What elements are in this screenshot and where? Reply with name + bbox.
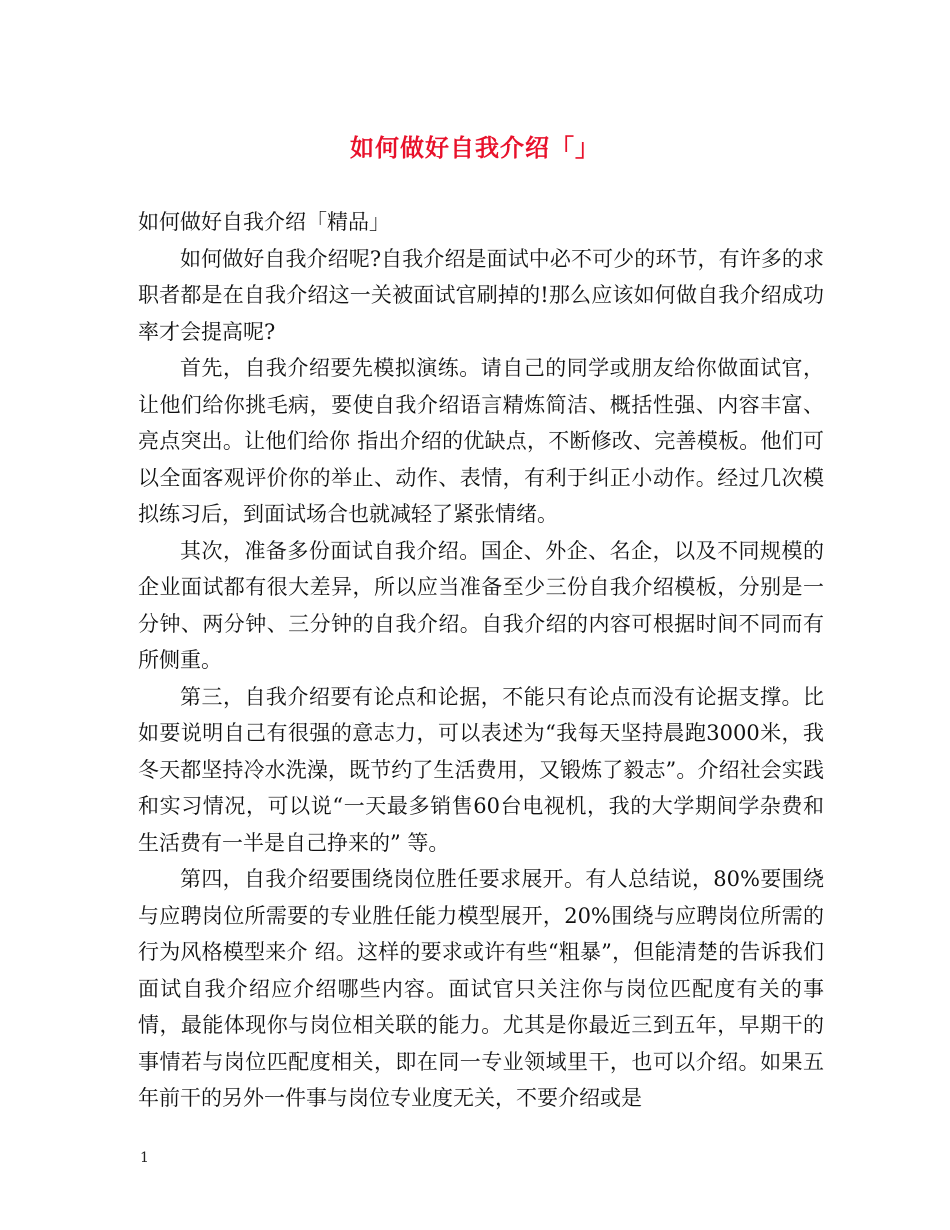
paragraph-second-point: 其次，准备多份面试自我介绍。国企、外企、名企，以及不同规模的企业面试都有很大差异，所以应当准备至少三份自我介绍模板，分别是一分钟、两分钟、三分钟的自我介绍。自我介绍的内容可根据时间不同而有所侧重。	[138, 538, 824, 672]
document-body	[138, 204, 824, 1117]
paragraph-third-point: 第三，自我介绍要有论点和论据，不能只有论点而没有论据支撑。比如要说明自己有很强的意志力，可以表述为“我每天坚持晨跑3000米，我冬天都坚持冷水洗澡，既节约了生活费用，又锻炼了毅志”。介绍社会实践和实习情况，可以说“一天最多销售60台电视机，我的大学期间学杂费和生活费有一半是自己挣来的” 等。	[138, 684, 824, 855]
document-subtitle: 如何做好自我介绍「精品」	[138, 210, 390, 234]
paragraph-first-point: 首先，自我介绍要先模拟演练。请自己的同学或朋友给你做面试官，让他们给你挑毛病，要使自我介绍语言精炼简洁、概括性强、内容丰富、亮点突出。让他们给你 指出介绍的优缺点，不断修改、完善模板。他们可以全面客观评价你的举止、动作、表情，有利于纠正小动作。经过几次模拟练习后，到面试场合也就减轻了紧张情绪。	[138, 356, 824, 526]
paragraph-intro: 如何做好自我介绍呢?自我介绍是面试中必不可少的环节，有许多的求职者都是在自我介绍这一关被面试官刷掉的!那么应该如何做自我介绍成功率才会提高呢?	[138, 246, 824, 344]
paragraph-fourth-point: 第四，自我介绍要围绕岗位胜任要求展开。有人总结说，80%要围绕与应聘岗位所需要的专业胜任能力模型展开，20%围绕与应聘岗位所需的行为风格模型来介 绍。这样的要求或许有些“粗暴”，但能清楚的告诉我们面试自我介绍应介绍哪些内容。面试官只关注你与岗位匹配度有关的事情，最能体现你与岗位相关联的能力。尤其是你最近三到五年，早期干的事情若与岗位匹配度相关，即在同一专业领域里干，也可以介绍。如果五年前干的另外一件事与岗位专业度无关，不要介绍或是	[138, 867, 824, 1110]
document-title: 如何做好自我介绍「」	[350, 133, 600, 162]
page-number: 1	[140, 1150, 149, 1166]
